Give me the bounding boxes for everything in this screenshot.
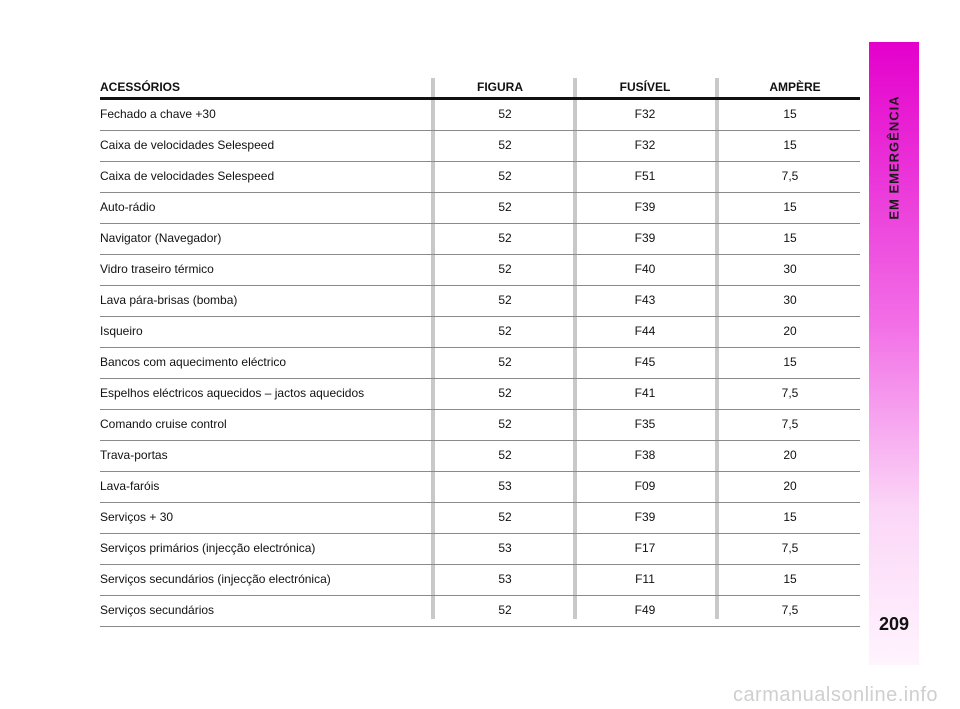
accessory-cell: Fechado a chave +30 (100, 107, 216, 121)
accessory-cell: Trava-portas (100, 448, 168, 462)
header-ampere: AMPÈRE (769, 80, 821, 94)
accessory-cell: Vidro traseiro térmico (100, 262, 214, 276)
table-body (100, 100, 860, 627)
accessory-cell: Lava pára-brisas (bomba) (100, 293, 238, 307)
fuse-cell: F32 (634, 107, 656, 121)
ampere-cell: 7,5 (781, 386, 799, 400)
accessory-cell: Lava-faróis (100, 479, 160, 493)
figure-cell: 52 (498, 386, 512, 400)
fuse-table (100, 78, 860, 627)
table-row (100, 317, 860, 348)
accessory-cell: Espelhos eléctricos aquecidos – jactos aquecidos (100, 386, 365, 400)
table-row (100, 596, 860, 627)
table-row (100, 348, 860, 379)
fuse-cell: F49 (634, 603, 656, 617)
figure-cell: 53 (498, 479, 512, 493)
table-header (100, 78, 860, 100)
header-fuse: FUSÍVEL (619, 80, 671, 94)
table-row (100, 565, 860, 596)
ampere-cell: 15 (783, 231, 797, 245)
fuse-cell: F41 (634, 386, 656, 400)
ampere-cell: 15 (783, 510, 797, 524)
figure-cell: 52 (498, 448, 512, 462)
accessory-cell: Bancos com aquecimento eléctrico (100, 355, 287, 369)
table-row (100, 503, 860, 534)
ampere-cell: 7,5 (781, 541, 799, 555)
fuse-cell: F39 (634, 510, 656, 524)
fuse-cell: F51 (634, 169, 656, 183)
ampere-cell: 20 (783, 324, 797, 338)
figure-cell: 52 (498, 231, 512, 245)
fuse-cell: F38 (634, 448, 656, 462)
table-row (100, 534, 860, 565)
fuse-cell: F32 (634, 138, 656, 152)
fuse-cell: F45 (634, 355, 656, 369)
fuse-cell: F43 (634, 293, 656, 307)
ampere-cell: 15 (783, 200, 797, 214)
fuse-cell: F17 (634, 541, 656, 555)
table-row (100, 286, 860, 317)
figure-cell: 53 (498, 541, 512, 555)
table-row (100, 441, 860, 472)
accessory-cell: Serviços secundários (injecção electrónica) (100, 572, 331, 586)
accessory-cell: Serviços secundários (100, 603, 215, 617)
header-figure: FIGURA (477, 80, 523, 94)
ampere-cell: 15 (783, 572, 797, 586)
figure-cell: 52 (498, 262, 512, 276)
table-row (100, 472, 860, 503)
figure-cell: 52 (498, 417, 512, 431)
figure-cell: 52 (498, 510, 512, 524)
ampere-cell: 20 (783, 448, 797, 462)
section-side-label (869, 42, 919, 272)
figure-cell: 52 (498, 138, 512, 152)
figure-cell: 52 (498, 293, 512, 307)
table-row (100, 224, 860, 255)
figure-cell: 52 (498, 603, 512, 617)
ampere-cell: 7,5 (781, 603, 799, 617)
fuse-cell: F39 (634, 231, 656, 245)
page-number: 209 (878, 614, 910, 634)
ampere-cell: 7,5 (781, 169, 799, 183)
table-row (100, 193, 860, 224)
ampere-cell: 20 (783, 479, 797, 493)
accessory-cell: Auto-rádio (100, 200, 156, 214)
ampere-cell: 7,5 (781, 417, 799, 431)
header-accessories: ACESSÓRIOS (100, 80, 181, 94)
table-row (100, 131, 860, 162)
fuse-cell: F09 (634, 479, 656, 493)
figure-cell: 53 (498, 572, 512, 586)
ampere-cell: 30 (783, 262, 797, 276)
ampere-cell: 15 (783, 107, 797, 121)
figure-cell: 52 (498, 355, 512, 369)
accessory-cell: Comando cruise control (100, 417, 227, 431)
fuse-cell: F39 (634, 200, 656, 214)
fuse-cell: F44 (634, 324, 656, 338)
accessory-cell: Caixa de velocidades Selespeed (100, 169, 275, 183)
accessory-cell: Serviços + 30 (100, 510, 174, 524)
table-row (100, 255, 860, 286)
figure-cell: 52 (498, 169, 512, 183)
table-row (100, 162, 860, 193)
ampere-cell: 15 (783, 138, 797, 152)
fuse-cell: F11 (635, 572, 655, 586)
ampere-cell: 30 (783, 293, 797, 307)
table-row (100, 100, 860, 131)
accessory-cell: Navigator (Navegador) (100, 231, 222, 245)
figure-cell: 52 (498, 324, 512, 338)
fuse-cell: F35 (634, 417, 656, 431)
accessory-cell: Serviços primários (injecção electrónica) (100, 541, 316, 555)
accessory-cell: Caixa de velocidades Selespeed (100, 138, 275, 152)
table-row (100, 379, 860, 410)
table-row (100, 410, 860, 441)
figure-cell: 52 (498, 107, 512, 121)
ampere-cell: 15 (783, 355, 797, 369)
accessory-cell: Isqueiro (100, 324, 143, 338)
section-title: EM EMERGÊNCIA (886, 94, 902, 220)
figure-cell: 52 (498, 200, 512, 214)
watermark: carmanualsonline.info (732, 684, 938, 706)
fuse-cell: F40 (634, 262, 656, 276)
